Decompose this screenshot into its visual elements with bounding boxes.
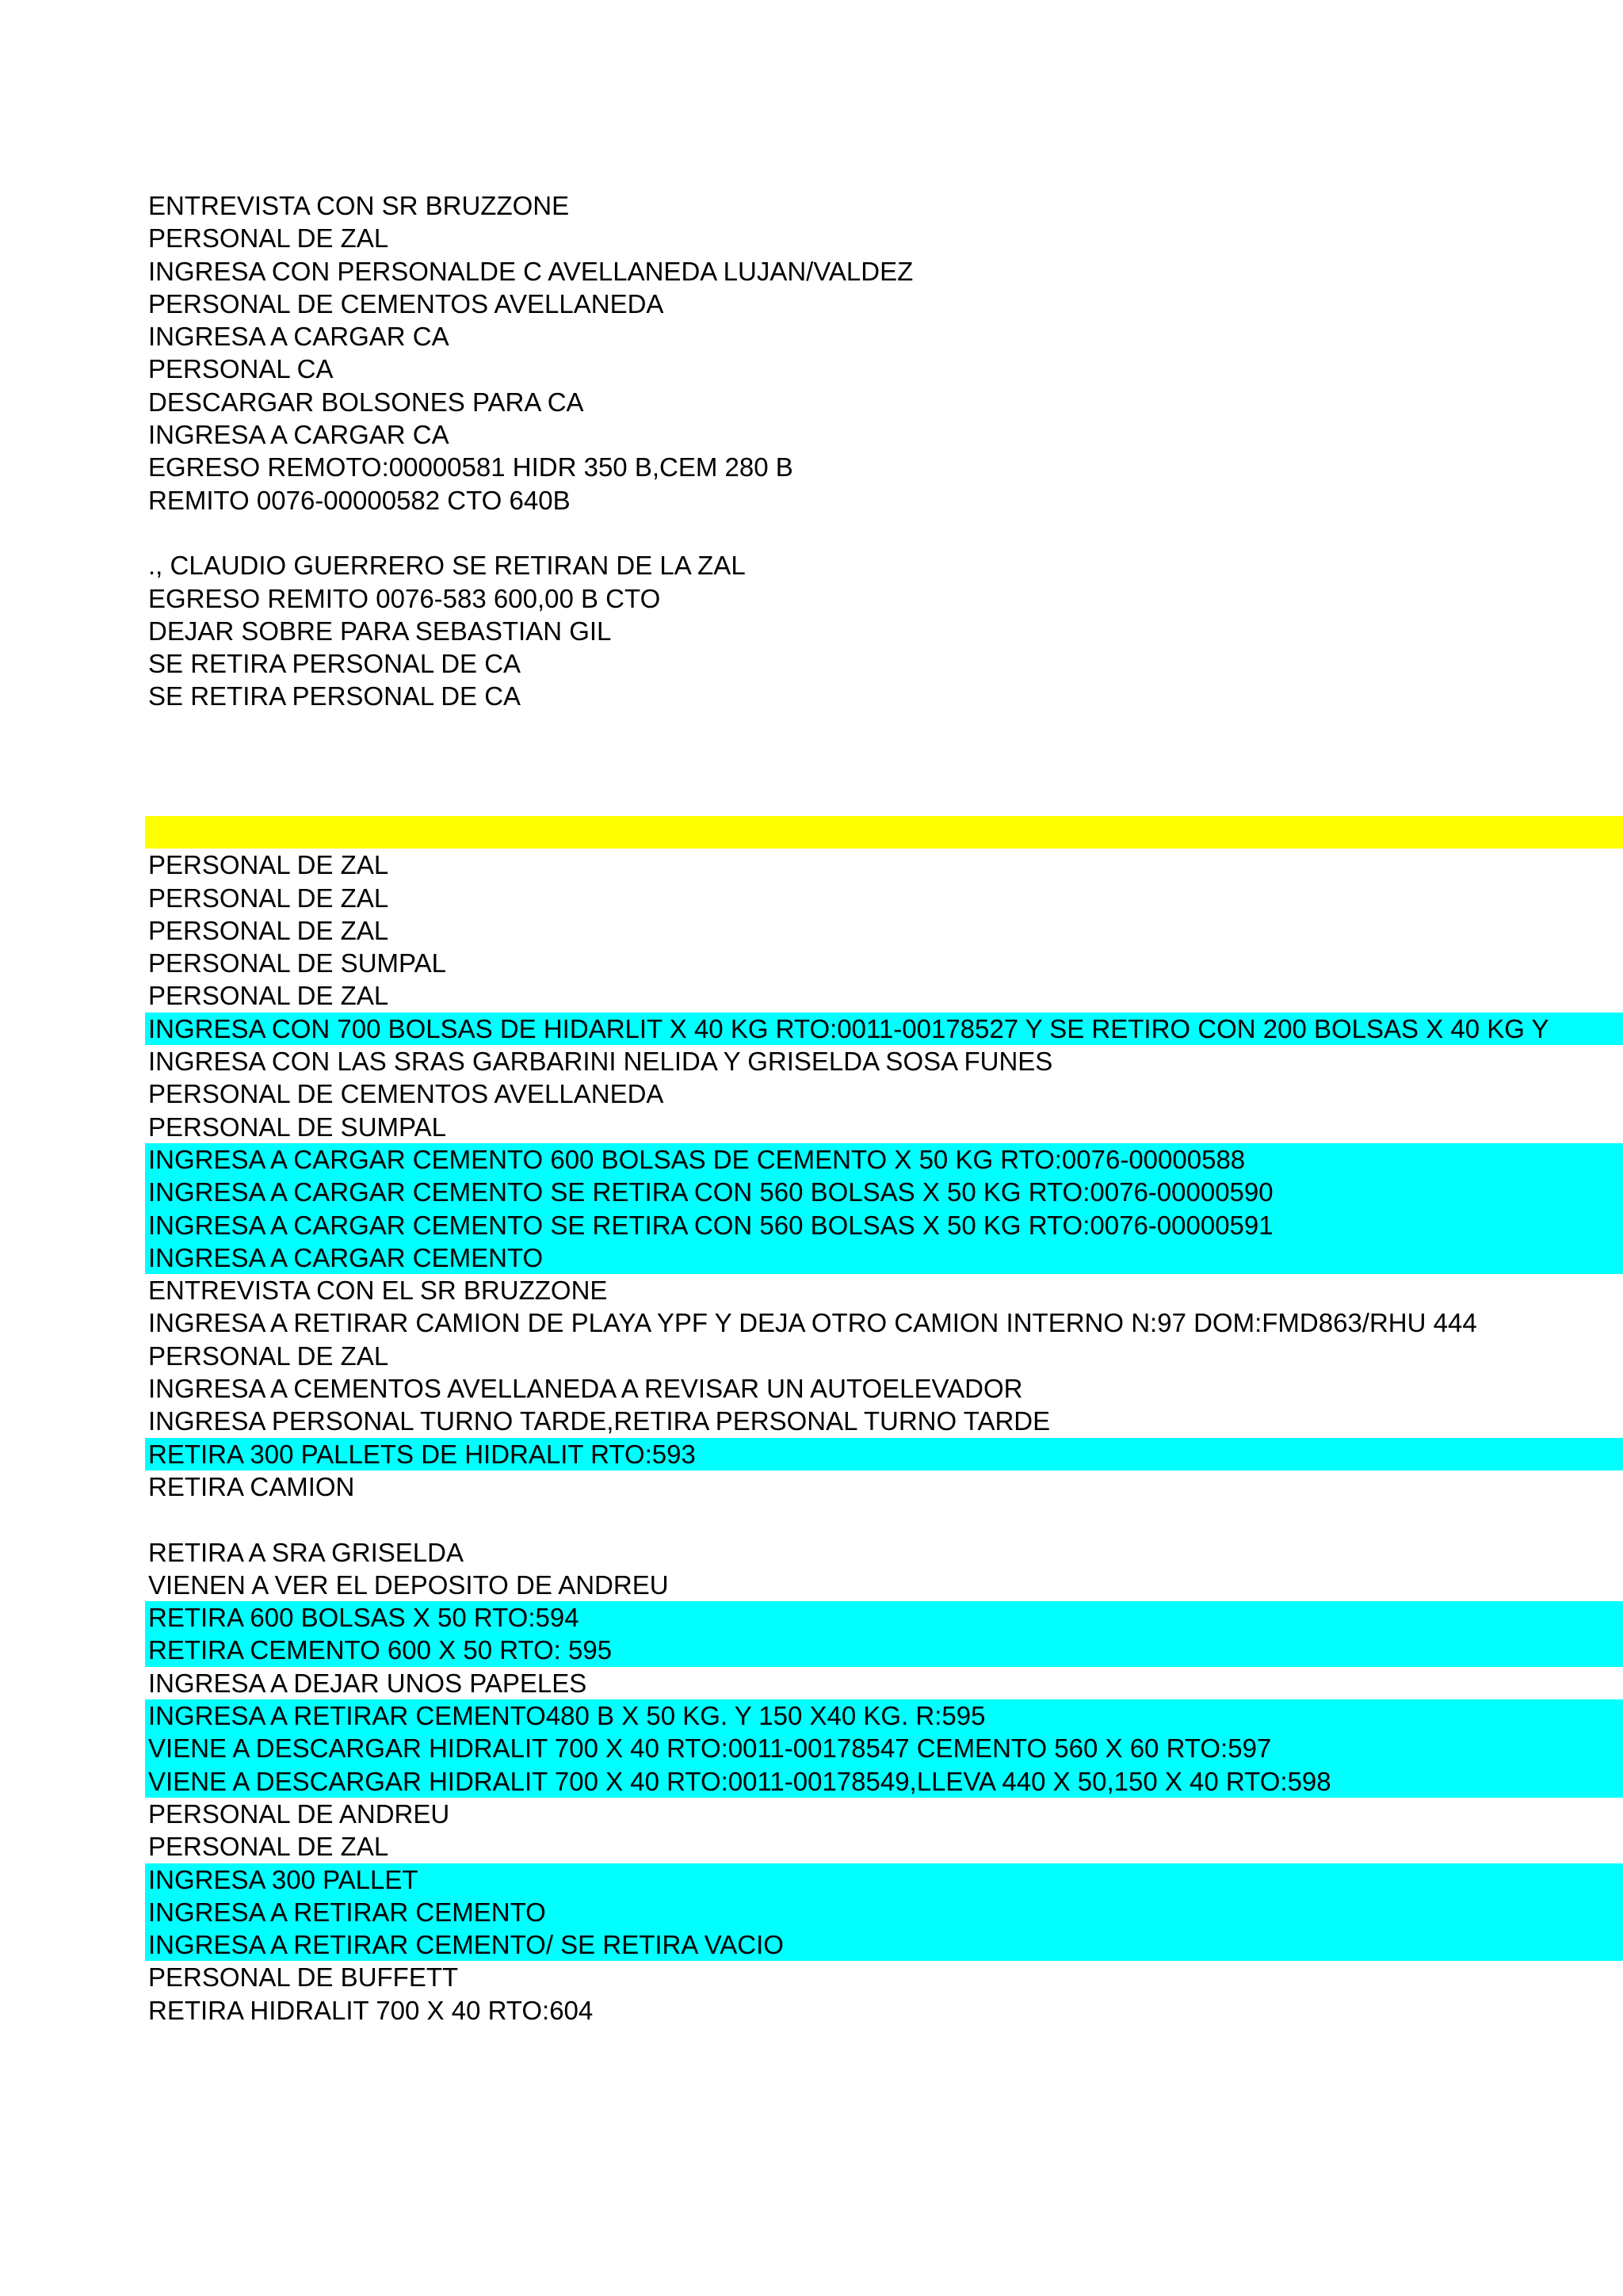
log-row-text: PERSONAL DE CEMENTOS AVELLANEDA bbox=[148, 1079, 664, 1109]
log-row bbox=[0, 1961, 1623, 1993]
log-row-text: PERSONAL DE SUMPAL bbox=[148, 948, 446, 978]
log-row-text: ENTREVISTA CON EL SR BRUZZONE bbox=[148, 1276, 608, 1306]
log-row bbox=[0, 386, 1623, 418]
log-row bbox=[0, 1667, 1623, 1699]
log-row bbox=[0, 1045, 1623, 1077]
log-row-text: INGRESA A RETIRAR CEMENTO bbox=[148, 1897, 546, 1927]
log-row bbox=[0, 517, 1623, 549]
log-row-text: INGRESA A CARGAR CEMENTO SE RETIRA CON 560 BOLSAS X 50 KG RTO:0076-00000590 bbox=[148, 1177, 1274, 1207]
log-row-text: INGRESA A CARGAR CEMENTO bbox=[148, 1242, 544, 1272]
log-row-text: RETIRA 600 BOLSAS X 50 RTO:594 bbox=[148, 1603, 579, 1633]
log-row-text: RETIRA HIDRALIT 700 X 40 RTO:604 bbox=[148, 1995, 594, 2025]
log-row-text: VIENE A DESCARGAR HIDRALIT 700 X 40 RTO:0011-00178547 CEMENTO 560 X 60 RTO:597 bbox=[148, 1733, 1272, 1764]
log-row bbox=[0, 1569, 1623, 1601]
log-row-text: INGRESA CON PERSONALDE C AVELLANEDA LUJAN/VALDEZ bbox=[148, 256, 914, 286]
log-row-text: INGRESA A DEJAR UNOS PAPELES bbox=[148, 1668, 587, 1698]
log-row bbox=[0, 1013, 1623, 1045]
log-row-text: ENTREVISTA CON SR BRUZZONE bbox=[148, 191, 570, 220]
log-row bbox=[0, 979, 1623, 1012]
log-row-text: INGRESA A RETIRAR CEMENTO/ SE RETIRA VACIO bbox=[148, 1930, 784, 1960]
log-row-text: VIENE A DESCARGAR HIDRALIT 700 X 40 RTO:0011-00178549,LLEVA 440 X 50,150 X 40 RTO:598 bbox=[148, 1766, 1331, 1796]
log-row bbox=[0, 816, 1623, 849]
log-row bbox=[0, 680, 1623, 712]
log-row-text: PERSONAL DE ANDREU bbox=[148, 1798, 450, 1829]
log-row-text: REMITO 0076-00000582 CTO 640B bbox=[148, 485, 571, 515]
log-row bbox=[0, 222, 1623, 254]
log-row-text: INGRESA A RETIRAR CAMION DE PLAYA YPF Y DEJA OTRO CAMION INTERNO N:97 DOM:FMD863/RHU 444 bbox=[148, 1308, 1477, 1338]
log-row bbox=[0, 1111, 1623, 1143]
log-row bbox=[0, 1372, 1623, 1405]
log-row-text: SE RETIRA PERSONAL DE CA bbox=[148, 681, 521, 711]
log-row-text: PERSONAL DE CEMENTOS AVELLANEDA bbox=[148, 288, 664, 318]
log-row bbox=[0, 320, 1623, 353]
log-row-text: RETIRA CAMION bbox=[148, 1471, 355, 1501]
log-row-text: INGRESA A RETIRAR CEMENTO480 B X 50 KG. Y 150 X40 KG. R:595 bbox=[148, 1701, 986, 1731]
log-row-text: PERSONAL CA bbox=[148, 354, 334, 384]
log-row bbox=[0, 1438, 1623, 1470]
log-row-text: INGRESA A CARGAR CA bbox=[148, 322, 449, 352]
log-section-top bbox=[0, 189, 1623, 713]
log-row-text: PERSONAL DE ZAL bbox=[148, 1832, 389, 1862]
log-row bbox=[0, 1077, 1623, 1110]
log-row-text: PERSONAL DE SUMPAL bbox=[148, 1112, 446, 1142]
log-row bbox=[0, 255, 1623, 288]
log-row bbox=[0, 1209, 1623, 1241]
log-row bbox=[0, 288, 1623, 320]
log-row bbox=[0, 418, 1623, 451]
log-row-text: INGRESA A CEMENTOS AVELLANEDA A REVISAR UN AUTOELEVADOR bbox=[148, 1374, 1023, 1404]
log-row-text: INGRESA A CARGAR CEMENTO 600 BOLSAS DE CEMENTO X 50 KG RTO:0076-00000588 bbox=[148, 1144, 1246, 1174]
log-row bbox=[0, 882, 1623, 914]
log-row-text: SE RETIRA PERSONAL DE CA bbox=[148, 649, 521, 679]
log-row-text: PERSONAL DE ZAL bbox=[148, 1341, 389, 1371]
log-row bbox=[0, 1470, 1623, 1503]
log-row bbox=[0, 1863, 1623, 1896]
log-row bbox=[0, 549, 1623, 582]
log-row bbox=[0, 615, 1623, 647]
log-row-text: PERSONAL DE ZAL bbox=[148, 981, 389, 1011]
log-row-text: INGRESA A CARGAR CEMENTO SE RETIRA CON 560 BOLSAS X 50 KG RTO:0076-00000591 bbox=[148, 1210, 1274, 1240]
log-row bbox=[0, 1765, 1623, 1798]
log-row-text: PERSONAL DE BUFFETT bbox=[148, 1962, 459, 1993]
log-section-bottom bbox=[0, 816, 1623, 2027]
log-row-text: PERSONAL DE ZAL bbox=[148, 883, 389, 913]
log-row bbox=[0, 1306, 1623, 1339]
log-row-text: PERSONAL DE ZAL bbox=[148, 915, 389, 945]
log-row bbox=[0, 1274, 1623, 1306]
log-row bbox=[0, 1699, 1623, 1732]
log-row-text: INGRESA CON LAS SRAS GARBARINI NELIDA Y GRISELDA SOSA FUNES bbox=[148, 1047, 1053, 1077]
yellow-highlight-bar bbox=[145, 816, 1623, 849]
log-row-text: ., CLAUDIO GUERRERO SE RETIRAN DE LA ZAL bbox=[148, 551, 746, 581]
log-row-text: PERSONAL DE ZAL bbox=[148, 223, 389, 254]
log-row bbox=[0, 582, 1623, 615]
log-row-text: DESCARGAR BOLSONES PARA CA bbox=[148, 387, 584, 417]
log-row-text: VIENEN A VER EL DEPOSITO DE ANDREU bbox=[148, 1569, 669, 1600]
log-row bbox=[0, 1340, 1623, 1372]
log-row bbox=[0, 1634, 1623, 1666]
log-row bbox=[0, 1928, 1623, 1961]
log-row bbox=[0, 1176, 1623, 1208]
log-row bbox=[0, 1830, 1623, 1863]
log-row bbox=[0, 1503, 1623, 1535]
log-row bbox=[0, 1994, 1623, 2027]
log-row bbox=[0, 484, 1623, 517]
log-row bbox=[0, 914, 1623, 947]
log-row bbox=[0, 1896, 1623, 1928]
log-row bbox=[0, 1143, 1623, 1176]
log-row bbox=[0, 189, 1623, 222]
log-row-text: RETIRA A SRA GRISELDA bbox=[148, 1537, 464, 1567]
log-row bbox=[0, 1405, 1623, 1437]
log-row-text: INGRESA CON 700 BOLSAS DE HIDARLIT X 40 KG RTO:0011-00178527 Y SE RETIRO CON 200 BOLSAS X 40 KG Y bbox=[148, 1013, 1549, 1043]
log-row-text: PERSONAL DE ZAL bbox=[148, 850, 389, 880]
log-row-text: EGRESO REMOTO:00000581 HIDR 350 B,CEM 280 B bbox=[148, 452, 793, 482]
log-row-text: RETIRA CEMENTO 600 X 50 RTO: 595 bbox=[148, 1635, 613, 1665]
log-row bbox=[0, 849, 1623, 881]
log-row bbox=[0, 1536, 1623, 1569]
log-row bbox=[0, 1798, 1623, 1830]
log-row bbox=[0, 1601, 1623, 1634]
log-row-text: DEJAR SOBRE PARA SEBASTIAN GIL bbox=[148, 616, 612, 646]
log-row-text: RETIRA 300 PALLETS DE HIDRALIT RTO:593 bbox=[148, 1439, 696, 1469]
log-row-text: EGRESO REMITO 0076-583 600,00 B CTO bbox=[148, 583, 661, 613]
log-row bbox=[0, 1732, 1623, 1764]
log-row bbox=[0, 947, 1623, 979]
log-row-text: INGRESA A CARGAR CA bbox=[148, 420, 449, 450]
log-row bbox=[0, 647, 1623, 680]
log-row bbox=[0, 451, 1623, 483]
log-row bbox=[0, 353, 1623, 385]
log-row-text: INGRESA 300 PALLET bbox=[148, 1864, 418, 1894]
log-row bbox=[0, 1241, 1623, 1274]
log-row-text: INGRESA PERSONAL TURNO TARDE,RETIRA PERSONAL TURNO TARDE bbox=[148, 1406, 1051, 1436]
